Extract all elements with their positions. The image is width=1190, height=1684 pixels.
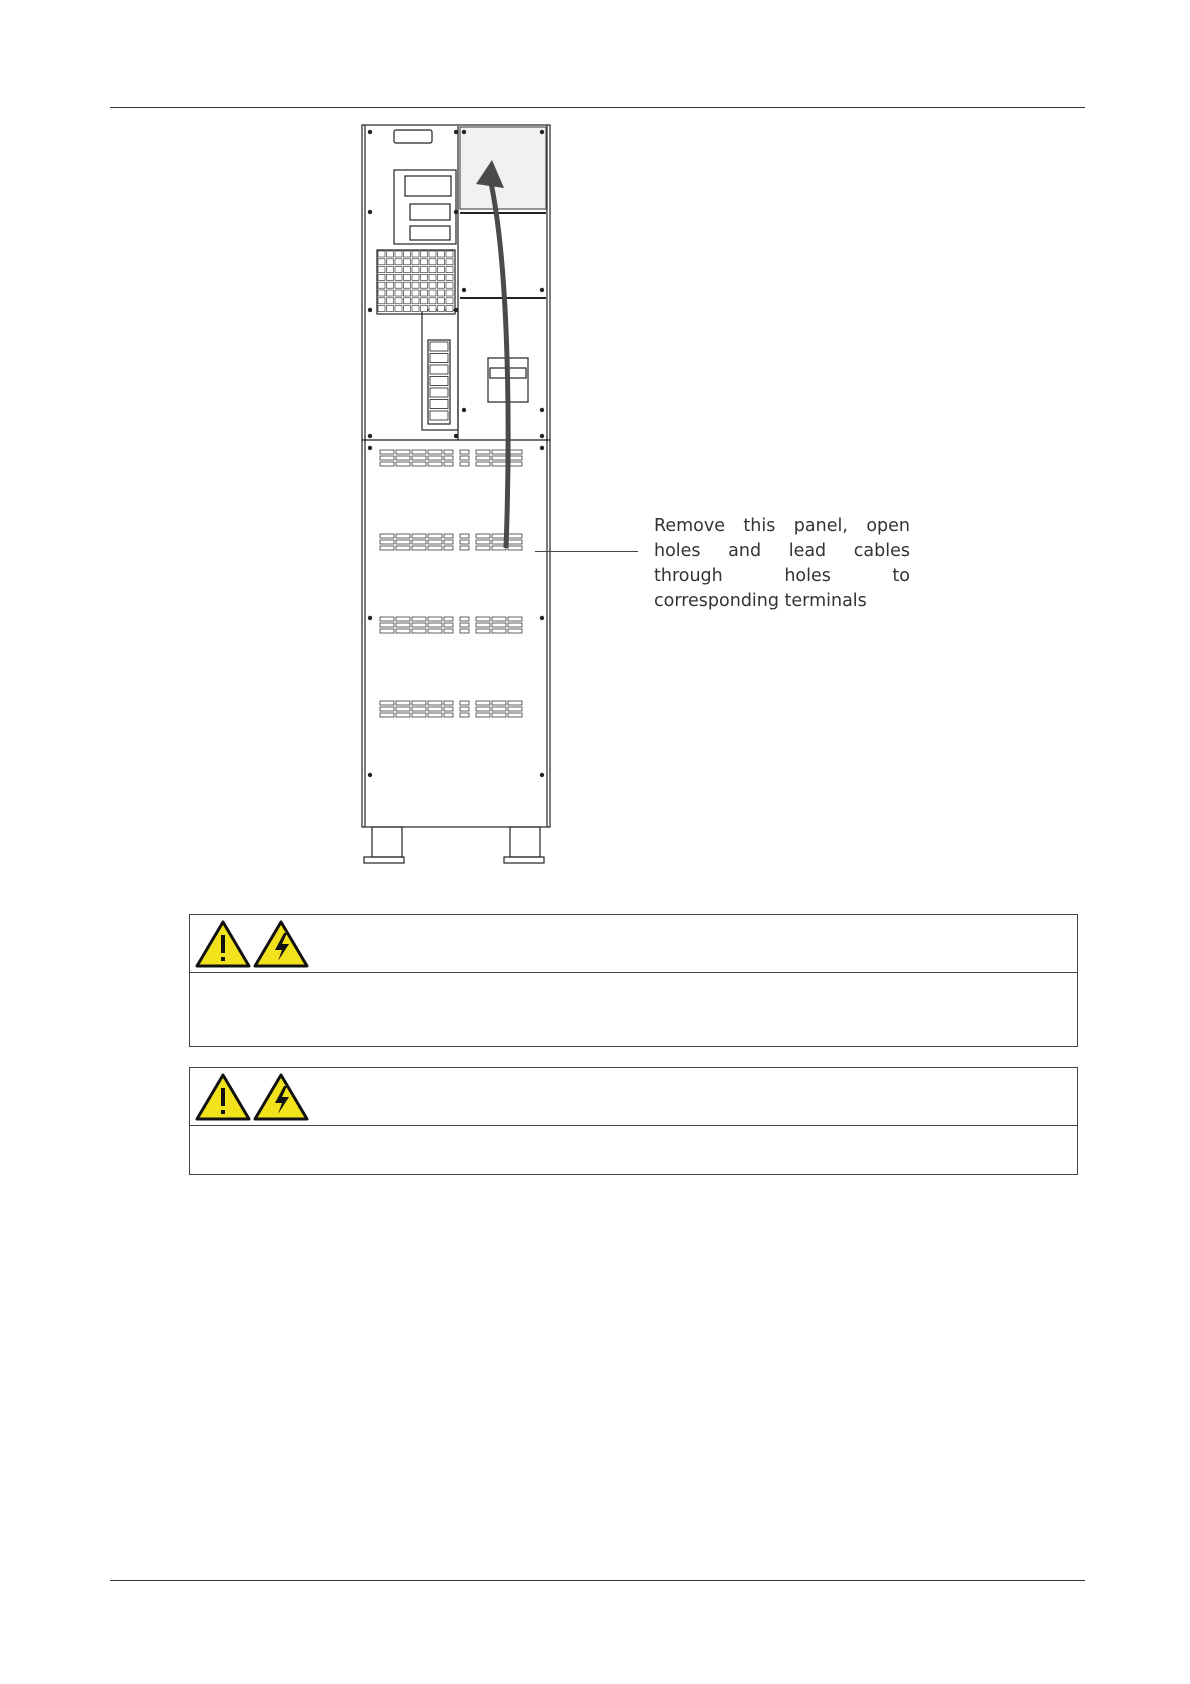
- vent-slot: [380, 617, 394, 621]
- vent-slot: [460, 707, 469, 711]
- vent-slot: [396, 534, 410, 538]
- vent-slot: [428, 462, 442, 466]
- terminal-cell: [404, 306, 411, 312]
- vent-slot: [396, 629, 410, 633]
- vent-slot: [476, 701, 490, 705]
- screw: [540, 408, 544, 412]
- callout-text: Remove this panel, open holes and lead cables through holes to corresponding terminals: [654, 516, 910, 611]
- screw: [462, 130, 466, 134]
- vent-slot: [508, 701, 522, 705]
- vent-slot: [412, 617, 426, 621]
- vent-slot: [396, 713, 410, 717]
- terminal-cell: [421, 259, 428, 265]
- vent-slot: [492, 707, 506, 711]
- terminal-cell: [404, 290, 411, 296]
- terminal-cell: [395, 282, 402, 288]
- terminal-cell: [412, 267, 419, 273]
- terminal-cell: [421, 282, 428, 288]
- vent-slot: [412, 534, 426, 538]
- vent-slot: [396, 617, 410, 621]
- terminal-cell: [412, 282, 419, 288]
- screw: [540, 616, 544, 620]
- vent-slot: [444, 540, 453, 544]
- vent-slot: [428, 707, 442, 711]
- vent-slot: [380, 540, 394, 544]
- vent-slot: [476, 546, 490, 550]
- electric-shock-warning-icon: [253, 919, 309, 969]
- warning-box: [189, 914, 1078, 1047]
- terminal-cell: [387, 290, 394, 296]
- vent-slot: [380, 546, 394, 550]
- terminal-cell: [421, 267, 428, 273]
- vent-slot: [396, 707, 410, 711]
- vent-slot: [444, 629, 453, 633]
- vent-slot: [460, 623, 469, 627]
- terminal-cell: [378, 267, 385, 273]
- terminal-cell: [429, 306, 436, 312]
- vent-slot: [428, 623, 442, 627]
- screw: [454, 210, 458, 214]
- terminal-cell: [446, 298, 453, 304]
- vent-slot: [380, 450, 394, 454]
- warning-box: [189, 1067, 1078, 1175]
- vent-slot: [444, 456, 453, 460]
- terminal-cell: [387, 282, 394, 288]
- general-warning-icon: [195, 1072, 251, 1122]
- terminal-cell: [387, 298, 394, 304]
- terminal-cell: [395, 298, 402, 304]
- vent-slot: [428, 629, 442, 633]
- breaker-slot: [430, 388, 448, 397]
- vent-slot: [412, 713, 426, 717]
- warning-body: [190, 1126, 1077, 1146]
- vent-slot: [460, 456, 469, 460]
- warning-text: [190, 1126, 1077, 1146]
- terminal-cell: [429, 267, 436, 273]
- screw: [540, 446, 544, 450]
- vent-slot: [460, 534, 469, 538]
- terminal-cell: [446, 282, 453, 288]
- vent-slot: [460, 629, 469, 633]
- terminal-cell: [446, 274, 453, 280]
- vent-slot: [396, 462, 410, 466]
- vent-slot: [428, 713, 442, 717]
- breaker-slot: [430, 400, 448, 409]
- screw: [368, 773, 372, 777]
- terminal-cell: [438, 267, 445, 273]
- warning-text: [190, 973, 1077, 993]
- vent-slot: [508, 617, 522, 621]
- screw: [368, 308, 372, 312]
- callout-leader-line: [535, 551, 638, 552]
- terminal-cell: [438, 290, 445, 296]
- vent-slot: [380, 629, 394, 633]
- terminal-cell: [446, 251, 453, 257]
- terminal-cell: [404, 282, 411, 288]
- vent-slot: [460, 462, 469, 466]
- vent-slot: [428, 450, 442, 454]
- vent-slot: [444, 623, 453, 627]
- vent-slot: [412, 629, 426, 633]
- screw: [368, 210, 372, 214]
- vent-slot: [380, 713, 394, 717]
- vent-slot: [460, 546, 469, 550]
- vent-slot: [460, 617, 469, 621]
- vent-slot: [412, 623, 426, 627]
- vent-slot: [444, 701, 453, 705]
- screw: [462, 408, 466, 412]
- vent-slot: [460, 713, 469, 717]
- vent-slot: [476, 617, 490, 621]
- footer-rule: [110, 1580, 1085, 1581]
- vent-slot: [412, 701, 426, 705]
- terminal-cell: [412, 259, 419, 265]
- terminal-cell: [378, 306, 385, 312]
- terminal-cell: [404, 267, 411, 273]
- terminal-cell: [438, 259, 445, 265]
- vent-slot: [444, 713, 453, 717]
- terminal-cell: [395, 290, 402, 296]
- vent-slot: [492, 623, 506, 627]
- breaker-slot: [430, 354, 448, 363]
- terminal-cell: [412, 306, 419, 312]
- general-warning-icon: [195, 919, 251, 969]
- terminal-cell: [395, 306, 402, 312]
- screw: [540, 130, 544, 134]
- vent-slot: [412, 540, 426, 544]
- screw: [462, 288, 466, 292]
- terminal-cell: [387, 267, 394, 273]
- terminal-cell: [404, 298, 411, 304]
- terminal-cell: [395, 267, 402, 273]
- terminal-cell: [446, 306, 453, 312]
- warning-header: [190, 915, 1077, 973]
- vent-slot: [428, 701, 442, 705]
- terminal-cell: [412, 298, 419, 304]
- vent-slot: [460, 701, 469, 705]
- terminal-cell: [404, 274, 411, 280]
- terminal-cell: [378, 251, 385, 257]
- vent-slot: [492, 629, 506, 633]
- vent-slot: [428, 617, 442, 621]
- terminal-cell: [421, 306, 428, 312]
- vent-slot: [508, 629, 522, 633]
- vent-slot: [476, 456, 490, 460]
- vent-slot: [412, 450, 426, 454]
- vent-slot: [444, 617, 453, 621]
- vent-slot: [476, 540, 490, 544]
- terminal-cell: [395, 274, 402, 280]
- vent-slot: [476, 462, 490, 466]
- vent-slot: [492, 617, 506, 621]
- vent-slot: [492, 713, 506, 717]
- screw: [540, 288, 544, 292]
- terminal-cell: [438, 251, 445, 257]
- vent-slot: [476, 623, 490, 627]
- terminal-cell: [404, 259, 411, 265]
- vent-slot: [396, 450, 410, 454]
- terminal-cell: [446, 259, 453, 265]
- terminal-cell: [438, 306, 445, 312]
- vent-slot: [396, 623, 410, 627]
- breaker-slot: [430, 342, 448, 351]
- terminal-cell: [429, 282, 436, 288]
- vent-slot: [492, 701, 506, 705]
- terminal-cell: [421, 274, 428, 280]
- vent-slot: [380, 623, 394, 627]
- screw: [368, 616, 372, 620]
- terminal-cell: [412, 274, 419, 280]
- terminal-cell: [378, 290, 385, 296]
- vent-slot: [460, 450, 469, 454]
- breaker-slot: [430, 365, 448, 374]
- vent-slot: [492, 462, 506, 466]
- vent-slot: [412, 462, 426, 466]
- vent-slot: [476, 713, 490, 717]
- terminal-cell: [412, 251, 419, 257]
- screw: [368, 434, 372, 438]
- vent-slot: [460, 540, 469, 544]
- terminal-cell: [378, 282, 385, 288]
- terminal-cell: [378, 298, 385, 304]
- vent-slot: [396, 546, 410, 550]
- terminal-cell: [404, 251, 411, 257]
- vent-slot: [444, 450, 453, 454]
- vent-slot: [428, 546, 442, 550]
- terminal-cell: [412, 290, 419, 296]
- vent-slot: [444, 462, 453, 466]
- vent-slot: [380, 707, 394, 711]
- terminal-cell: [438, 282, 445, 288]
- terminal-cell: [438, 274, 445, 280]
- vent-slot: [380, 456, 394, 460]
- vent-slot: [428, 534, 442, 538]
- vent-slot: [428, 456, 442, 460]
- vent-slot: [508, 707, 522, 711]
- terminal-cell: [378, 274, 385, 280]
- terminal-cell: [387, 306, 394, 312]
- terminal-cell: [387, 251, 394, 257]
- vent-slot: [508, 546, 522, 550]
- vent-slot: [380, 701, 394, 705]
- vent-slot: [428, 540, 442, 544]
- vent-slot: [476, 450, 490, 454]
- terminal-cell: [446, 290, 453, 296]
- vent-slot: [476, 629, 490, 633]
- vent-slot: [476, 534, 490, 538]
- terminal-cell: [387, 259, 394, 265]
- screw: [368, 446, 372, 450]
- ups-cabinet-rear-view: [350, 120, 560, 868]
- vent-slot: [492, 450, 506, 454]
- header-rule: [110, 107, 1085, 108]
- terminal-cell: [421, 290, 428, 296]
- screw: [454, 434, 458, 438]
- terminal-cell: [421, 251, 428, 257]
- breaker-slot: [430, 377, 448, 386]
- vent-slot: [412, 707, 426, 711]
- vent-slot: [444, 707, 453, 711]
- terminal-cell: [438, 298, 445, 304]
- warning-header: [190, 1068, 1077, 1126]
- terminal-cell: [429, 274, 436, 280]
- screw: [454, 308, 458, 312]
- screw: [540, 434, 544, 438]
- terminal-cell: [378, 259, 385, 265]
- terminal-cell: [446, 267, 453, 273]
- vent-slot: [380, 534, 394, 538]
- screw: [540, 773, 544, 777]
- vent-slot: [412, 456, 426, 460]
- terminal-cell: [387, 274, 394, 280]
- terminal-cell: [421, 298, 428, 304]
- screw: [454, 130, 458, 134]
- vent-slot: [444, 534, 453, 538]
- terminal-cell: [395, 259, 402, 265]
- terminal-cell: [429, 298, 436, 304]
- vent-slot: [396, 456, 410, 460]
- screw: [368, 130, 372, 134]
- terminal-cell: [395, 251, 402, 257]
- vent-slot: [476, 707, 490, 711]
- electric-shock-warning-icon: [253, 1072, 309, 1122]
- vent-slot: [412, 546, 426, 550]
- breaker-slot: [430, 411, 448, 420]
- warning-body: [190, 973, 1077, 993]
- terminal-cell: [429, 290, 436, 296]
- vent-slot: [508, 540, 522, 544]
- vent-slot: [508, 534, 522, 538]
- terminal-cell: [429, 251, 436, 257]
- vent-slot: [396, 540, 410, 544]
- vent-slot: [508, 623, 522, 627]
- vent-slot: [380, 462, 394, 466]
- terminal-cell: [429, 259, 436, 265]
- vent-slot: [444, 546, 453, 550]
- vent-slot: [492, 456, 506, 460]
- vent-slot: [508, 713, 522, 717]
- vent-slot: [396, 701, 410, 705]
